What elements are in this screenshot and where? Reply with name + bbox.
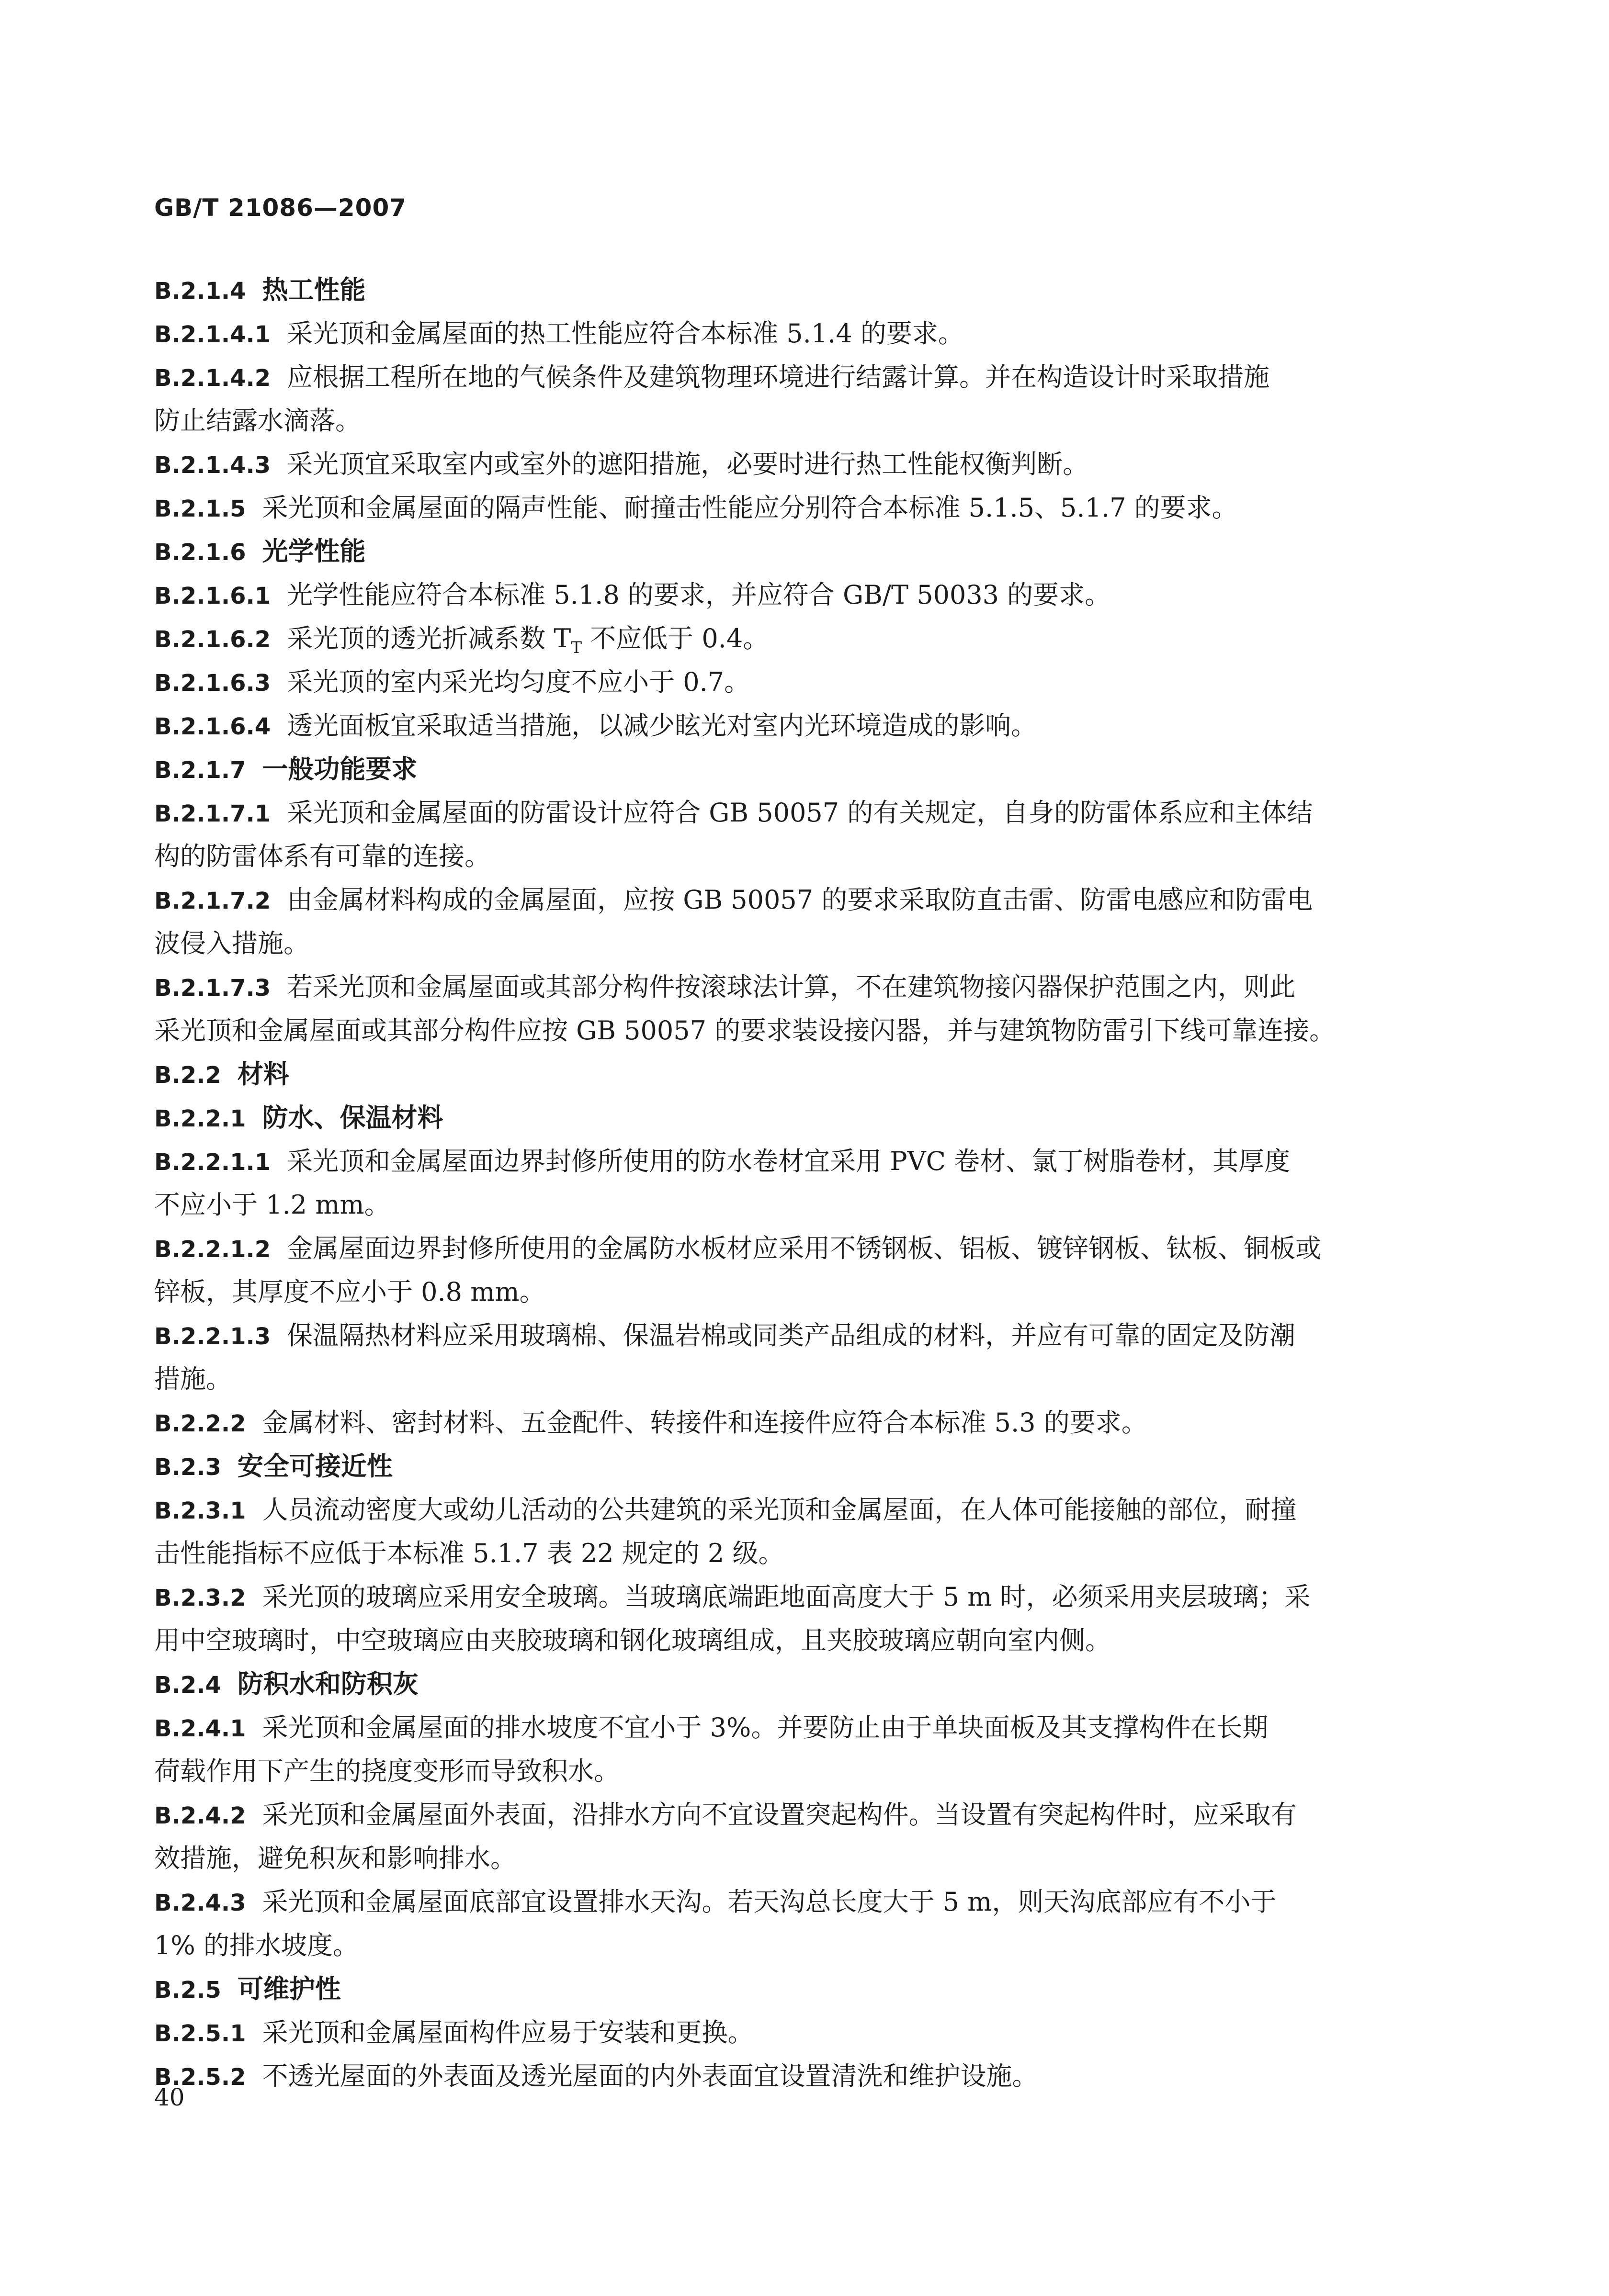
clause-line: [154, 1444, 1418, 1488]
clause-continuation-line: [154, 1836, 1418, 1880]
clause-line: [154, 1706, 1418, 1749]
clause-number: B.2.3.1: [154, 1497, 246, 1524]
clause-text: 不透光屋面的外表面及透光屋面的内外表面宜设置清洗和维护设施。: [262, 2061, 1038, 2091]
clause-number: B.2.1.4.3: [154, 452, 271, 479]
clause-number: B.2.1.7.1: [154, 800, 271, 827]
clause-text: 效措施，避免积灰和影响排水。: [154, 1843, 516, 1873]
clause-text: 荷载作用下产生的挠度变形而导致积水。: [154, 1756, 620, 1786]
clause-continuation-line: [154, 1924, 1418, 1967]
clause-heading: 防水、保温材料: [262, 1103, 443, 1133]
clause-text: 人员流动密度大或幼儿活动的公共建筑的采光顶和金属屋面，在人体可能接触的部位，耐撞: [262, 1495, 1297, 1525]
clause-continuation-line: [154, 1619, 1418, 1662]
clause-text: 透光面板宜采取适当措施，以减少眩光对室内光环境造成的影响。: [287, 710, 1037, 741]
clause-number: B.2.5.1: [154, 2020, 246, 2047]
clause-line: [154, 1967, 1418, 2011]
clause-number: B.2.1.7.2: [154, 888, 271, 914]
clause-continuation-line: [154, 1749, 1418, 1793]
clause-heading: 光学性能: [262, 536, 366, 566]
clause-line: [154, 442, 1418, 486]
clause-heading: 安全可接近性: [237, 1451, 393, 1481]
clause-number: B.2.1.4: [154, 278, 246, 304]
clause-number: B.2.1.5: [154, 495, 246, 522]
clause-text: 采光顶和金属屋面的热工性能应符合本标准 5.1.4 的要求。: [287, 318, 964, 349]
clause-number: B.2.2: [154, 1062, 221, 1089]
clause-line: [154, 1575, 1418, 1619]
clause-text: 保温隔热材料应采用玻璃棉、保温岩棉或同类产品组成的材料，并应有可靠的固定及防潮: [287, 1320, 1296, 1351]
clause-text: 采光顶和金属屋面外表面，沿排水方向不宜设置突起构件。当设置有突起构件时，应采取有: [262, 1800, 1297, 1830]
clause-line: [154, 660, 1418, 704]
clause-line: [154, 355, 1418, 399]
document-body: [154, 268, 1418, 2098]
clause-line: [154, 312, 1418, 355]
clause-text: 采光顶和金属屋面的隔声性能、耐撞击性能应分别符合本标准 5.1.5、5.1.7 的要求。: [262, 493, 1238, 523]
clause-continuation-line: [154, 1270, 1418, 1314]
clause-text: 防止结露水滴落。: [154, 405, 361, 436]
clause-text: 采光顶和金属屋面的防雷设计应符合 GB 50057 的有关规定，自身的防雷体系应和主体结: [287, 798, 1313, 828]
clause-line: [154, 965, 1418, 1009]
clause-number: B.2.4.1: [154, 1715, 246, 1742]
clause-number: B.2.1.4.2: [154, 365, 271, 392]
clause-line: [154, 2054, 1418, 2098]
clause-continuation-line: [154, 1009, 1418, 1052]
clause-number: B.2.1.6.2: [154, 626, 271, 653]
clause-line: [154, 747, 1418, 791]
clause-number: B.2.2.1: [154, 1105, 246, 1132]
clause-line: [154, 1793, 1418, 1836]
clause-text: 采光顶的室内采光均匀度不应小于 0.7。: [287, 667, 750, 697]
clause-text: 光学性能应符合本标准 5.1.8 的要求，并应符合 GB/T 50033 的要求。: [287, 580, 1111, 610]
clause-continuation-line: [154, 922, 1418, 965]
clause-text: 采光顶的透光折减系数 T: [287, 623, 571, 653]
clause-heading: 一般功能要求: [262, 754, 418, 784]
clause-line: [154, 1052, 1418, 1096]
clause-number: B.2.2.2: [154, 1410, 246, 1437]
clause-line: [154, 268, 1418, 312]
clause-text: 金属材料、密封材料、五金配件、转接件和连接件应符合本标准 5.3 的要求。: [262, 1407, 1147, 1438]
clause-line: [154, 617, 1418, 660]
clause-line: [154, 1139, 1418, 1183]
clause-number: B.2.1.6.3: [154, 670, 271, 697]
clause-text: 采光顶和金属屋面边界封修所使用的防水卷材宜采用 PVC 卷材、氯丁树脂卷材，其厚度: [287, 1146, 1291, 1176]
clause-line: [154, 704, 1418, 747]
clause-line: [154, 529, 1418, 573]
clause-number: B.2.2.1.2: [154, 1236, 271, 1263]
clause-text: 不应小于 1.2 mm。: [154, 1190, 390, 1220]
clause-number: B.2.4.3: [154, 1890, 246, 1916]
clause-heading: 热工性能: [262, 275, 366, 305]
clause-number: B.2.3: [154, 1454, 221, 1481]
clause-continuation-line: [154, 1183, 1418, 1227]
clause-line: [154, 1401, 1418, 1444]
clause-line: [154, 1880, 1418, 1924]
clause-number: B.2.3.2: [154, 1585, 246, 1611]
clause-line: [154, 878, 1418, 922]
clause-heading: 材料: [237, 1059, 289, 1089]
clause-number: B.2.4.2: [154, 1802, 246, 1829]
clause-number: B.2.1.6: [154, 539, 246, 566]
clause-line: [154, 2011, 1418, 2054]
clause-text: 锌板，其厚度不应小于 0.8 mm。: [154, 1277, 545, 1307]
clause-text: 采光顶宜采取室内或室外的遮阳措施，必要时进行热工性能权衡判断。: [287, 449, 1089, 479]
clause-text: 1% 的排水坡度。: [154, 1930, 359, 1960]
clause-number: B.2.1.6.1: [154, 583, 271, 609]
clause-text: 措施。: [154, 1364, 232, 1394]
clause-line: [154, 1662, 1418, 1706]
clause-heading: 可维护性: [237, 1974, 341, 2004]
clause-line: [154, 1096, 1418, 1139]
clause-line: [154, 1314, 1418, 1357]
clause-text: 采光顶和金属屋面构件应易于安装和更换。: [262, 2017, 754, 2048]
clause-line: [154, 1227, 1418, 1270]
clause-heading: 防积水和防积灰: [237, 1669, 419, 1699]
subscript: T: [571, 638, 582, 657]
clause-number: B.2.1.7.3: [154, 975, 271, 1002]
clause-text-after: 不应低于 0.4。: [582, 623, 769, 653]
clause-text: 应根据工程所在地的气候条件及建筑物理环境进行结露计算。并在构造设计时采取措施: [287, 362, 1270, 392]
clause-number: B.2.2.1.1: [154, 1149, 271, 1176]
clause-text: 由金属材料构成的金属屋面，应按 GB 50057 的要求采取防直击雷、防雷电感应和防雷电: [287, 885, 1313, 915]
clause-text: 构的防雷体系有可靠的连接。: [154, 841, 490, 871]
clause-number: B.2.5: [154, 1977, 221, 2003]
clause-continuation-line: [154, 1357, 1418, 1401]
clause-number: B.2.2.1.3: [154, 1323, 271, 1350]
clause-text: 波侵入措施。: [154, 928, 309, 958]
clause-number: B.2.1.6.4: [154, 713, 271, 740]
clause-line: [154, 1488, 1418, 1531]
clause-number: B.2.1.4.1: [154, 321, 271, 348]
clause-text: 金属屋面边界封修所使用的金属防水板材应采用不锈钢板、铝板、镀锌钢板、钛板、铜板或: [287, 1233, 1322, 1263]
clause-text: 采光顶和金属屋面的排水坡度不宜小于 3%。并要防止由于单块面板及其支撑构件在长期: [262, 1712, 1269, 1743]
clause-continuation-line: [154, 834, 1418, 878]
clause-text: 用中空玻璃时，中空玻璃应由夹胶玻璃和钢化玻璃组成，且夹胶玻璃应朝向室内侧。: [154, 1625, 1111, 1655]
clause-text: 击性能指标不应低于本标准 5.1.7 表 22 规定的 2 级。: [154, 1538, 784, 1568]
clause-text: 采光顶和金属屋面底部宜设置排水天沟。若天沟总长度大于 5 m，则天沟底部应有不小于: [262, 1887, 1277, 1917]
page-number: 40: [154, 2083, 185, 2111]
clause-text: 采光顶的玻璃应采用安全玻璃。当玻璃底端距地面高度大于 5 m 时，必须采用夹层玻璃；采: [262, 1582, 1311, 1612]
clause-text: 若采光顶和金属屋面或其部分构件按滚球法计算，不在建筑物接闪器保护范围之内，则此: [287, 972, 1296, 1002]
clause-line: [154, 573, 1418, 617]
clause-number: B.2.1.7: [154, 757, 246, 784]
clause-continuation-line: [154, 399, 1418, 442]
clause-line: [154, 486, 1418, 529]
clause-number: B.2.4: [154, 1672, 221, 1699]
standard-code-header: GB/T 21086—2007: [154, 194, 407, 222]
clause-number: B.2.5.2: [154, 2064, 246, 2091]
clause-continuation-line: [154, 1531, 1418, 1575]
clause-text: 采光顶和金属屋面或其部分构件应按 GB 50057 的要求装设接闪器，并与建筑物防雷引下线可靠连接。: [154, 1015, 1336, 1046]
clause-line: [154, 791, 1418, 834]
